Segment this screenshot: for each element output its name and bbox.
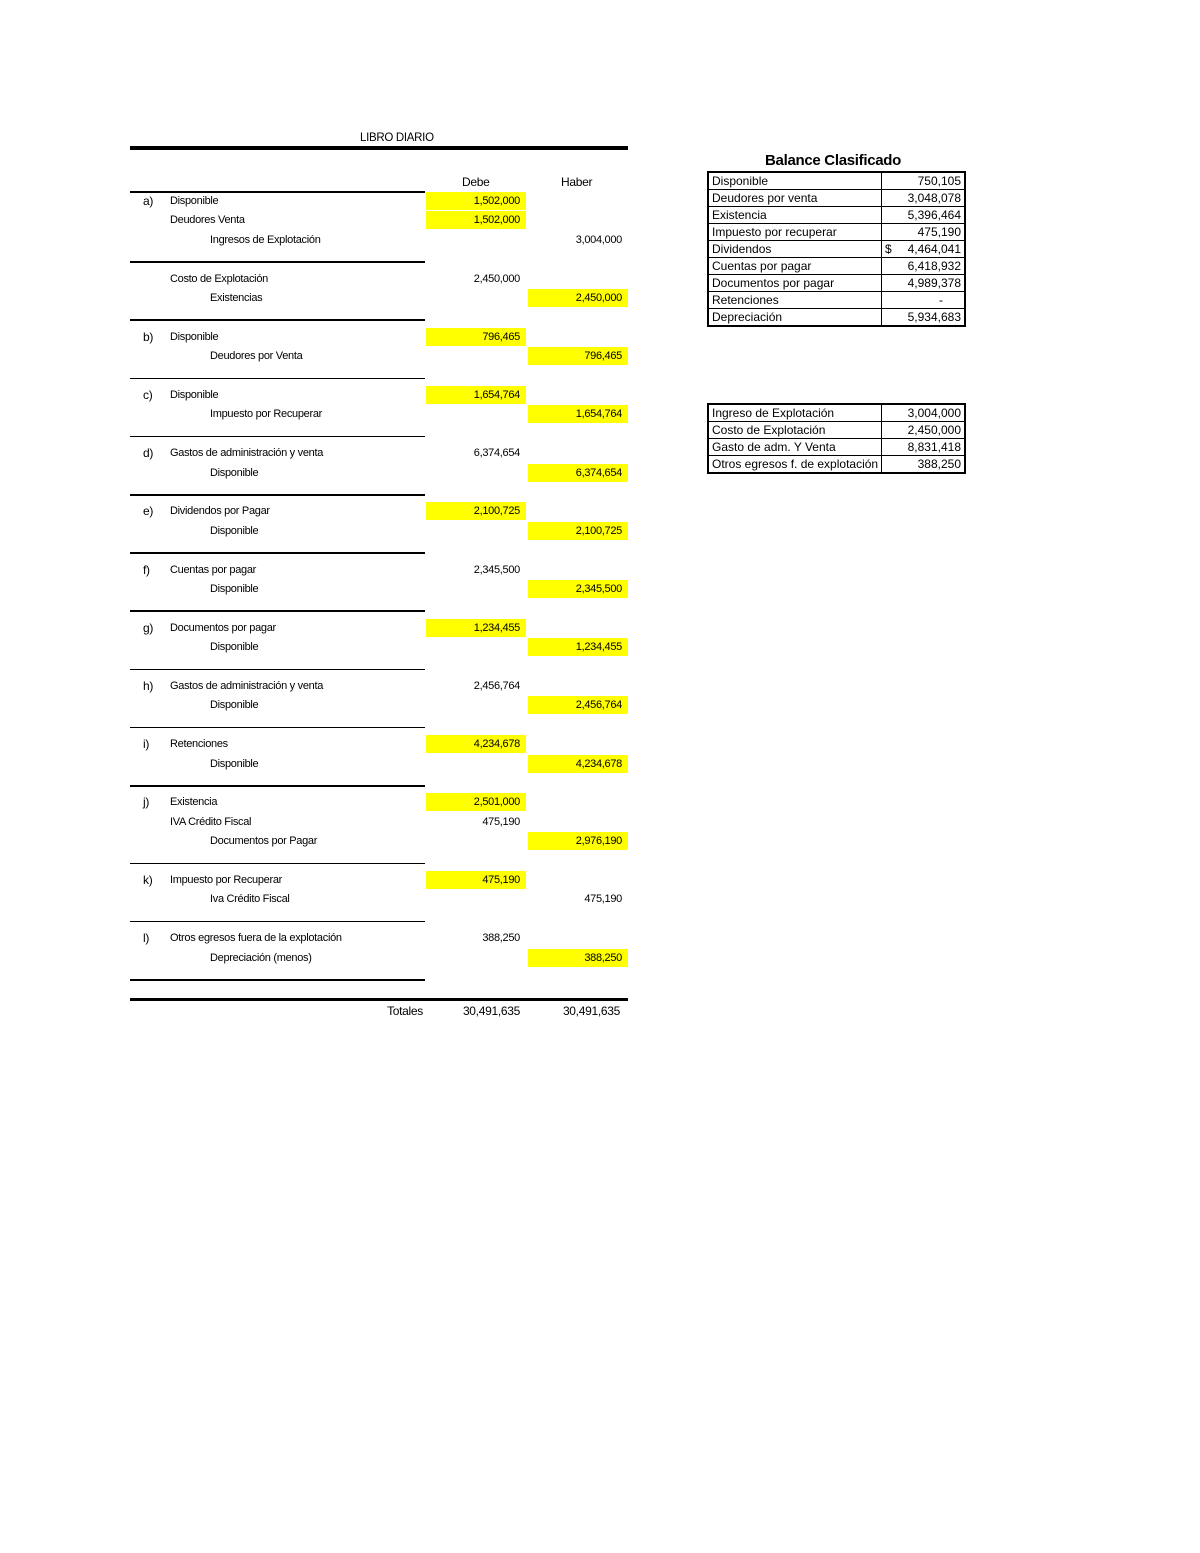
debe-amount: 2,450,000 <box>473 272 520 285</box>
account-name: IVA Crédito Fiscal <box>170 815 252 828</box>
balance-value-cell <box>882 190 966 207</box>
haber-amount: 2,345,500 <box>575 583 622 595</box>
account-name: Costo de Explotación <box>170 272 268 285</box>
balance-row <box>708 207 965 224</box>
entry-separator <box>130 669 425 671</box>
account-name: Disponible <box>210 757 259 770</box>
balance-label: Retenciones <box>708 292 882 309</box>
entry-letter: g) <box>143 620 154 635</box>
account-name: Gastos de administración y venta <box>170 447 324 460</box>
entry-separator <box>130 552 425 554</box>
entry-letter: j) <box>143 795 150 810</box>
account-name: Disponible <box>210 583 259 595</box>
balance-label: Existencia <box>708 207 882 224</box>
balance-value: 5,934,683 <box>907 310 961 324</box>
account-name: Retenciones <box>170 738 228 751</box>
balance-row <box>708 292 965 309</box>
currency-symbol: $ <box>885 242 892 256</box>
balance-value-cell <box>882 275 966 292</box>
balance-value-cell <box>882 258 966 275</box>
entry-separator <box>130 863 425 865</box>
debe-header: Debe <box>462 175 490 189</box>
header-rule <box>130 191 425 193</box>
account-name: Otros egresos fuera de la explotación <box>170 932 342 945</box>
entry-letter: d) <box>143 446 154 461</box>
debe-amount: 2,501,000 <box>473 796 520 809</box>
results-label: Costo de Explotación <box>708 422 882 439</box>
results-row <box>708 456 965 474</box>
balance-title: Balance Clasificado <box>765 152 902 169</box>
balance-row <box>708 224 965 241</box>
entry-letter: e) <box>143 504 154 519</box>
results-row <box>708 404 965 422</box>
results-label: Gasto de adm. Y Venta <box>708 439 882 456</box>
entry-letter: f) <box>143 562 150 577</box>
entry-separator <box>130 261 425 263</box>
haber-amount: 1,234,455 <box>575 641 622 654</box>
balance-value-cell <box>882 224 966 241</box>
haber-amount: 4,234,678 <box>575 757 622 770</box>
results-label: Otros egresos f. de explotación <box>708 456 882 474</box>
account-name: Deudores Venta <box>170 214 245 227</box>
entry-letter: i) <box>143 737 150 752</box>
entry-letter: b) <box>143 329 154 344</box>
balance-value: 475,190 <box>917 225 961 239</box>
debe-amount: 6,374,654 <box>473 447 520 460</box>
debe-amount: 2,345,500 <box>473 563 520 576</box>
balance-row <box>708 258 965 275</box>
debe-amount: 475,190 <box>482 815 520 828</box>
totals-rule <box>130 998 628 1001</box>
haber-header: Haber <box>561 175 593 189</box>
results-row <box>708 422 965 439</box>
balance-label: Cuentas por pagar <box>708 258 882 275</box>
account-name: Existencias <box>210 292 263 304</box>
entry-separator <box>130 378 425 380</box>
results-value: 388,250 <box>882 456 966 474</box>
balance-row <box>708 275 965 292</box>
balance-value: - <box>939 293 943 307</box>
account-name: Disponible <box>170 330 219 343</box>
account-name: Impuesto por Recuperar <box>170 874 283 886</box>
journal-title: LIBRO DIARIO <box>360 132 434 144</box>
debe-amount: 4,234,678 <box>473 738 520 751</box>
haber-amount: 6,374,654 <box>575 466 622 479</box>
account-name: Disponible <box>210 699 259 712</box>
balance-label: Documentos por pagar <box>708 275 882 292</box>
entry-letter: c) <box>143 388 153 402</box>
entry-separator <box>130 979 425 981</box>
haber-amount: 2,976,190 <box>575 835 622 848</box>
balance-value-cell <box>882 172 966 190</box>
debe-amount: 796,465 <box>482 330 520 343</box>
balance-value-cell <box>882 309 966 327</box>
results-row <box>708 439 965 456</box>
results-value: 8,831,418 <box>882 439 966 456</box>
debe-amount: 388,250 <box>482 932 520 945</box>
balance-value-cell <box>882 241 966 258</box>
results-table <box>707 403 966 474</box>
balance-label: Deudores por venta <box>708 190 882 207</box>
debe-amount: 1,654,764 <box>473 389 520 401</box>
results-value: 2,450,000 <box>882 422 966 439</box>
haber-amount: 3,004,000 <box>575 233 622 246</box>
entry-letter: a) <box>143 194 154 208</box>
debe-amount: 1,502,000 <box>473 195 520 207</box>
balance-value: 4,989,378 <box>907 276 961 290</box>
haber-amount: 2,100,725 <box>575 524 622 537</box>
results-value: 3,004,000 <box>882 404 966 422</box>
balance-value: 6,418,932 <box>907 259 961 273</box>
account-name: Disponible <box>210 466 259 479</box>
entry-separator <box>130 436 425 438</box>
balance-value-cell <box>882 292 966 309</box>
balance-value: 4,464,041 <box>907 242 961 256</box>
debe-amount: 2,456,764 <box>473 680 520 692</box>
balance-value-cell <box>882 207 966 224</box>
account-name: Ingresos de Explotación <box>210 233 321 246</box>
account-name: Disponible <box>170 389 219 401</box>
entry-separator <box>130 727 425 729</box>
account-name: Disponible <box>210 641 259 654</box>
balance-row <box>708 309 965 327</box>
account-name: Cuentas por pagar <box>170 563 257 576</box>
balance-label: Depreciación <box>708 309 882 327</box>
account-name: Impuesto por Recuperar <box>210 408 323 421</box>
balance-row <box>708 172 965 190</box>
totals-label: Totales <box>387 1004 423 1018</box>
entry-letter: l) <box>143 931 150 946</box>
balance-row <box>708 190 965 207</box>
account-name: Disponible <box>170 195 219 207</box>
balance-value: 750,105 <box>917 174 961 188</box>
account-name: Iva Crédito Fiscal <box>210 893 290 906</box>
entry-letter: h) <box>143 679 154 693</box>
balance-label: Disponible <box>708 172 882 190</box>
results-label: Ingreso de Explotación <box>708 404 882 422</box>
haber-amount: 796,465 <box>584 350 622 363</box>
entry-separator <box>130 921 425 923</box>
debe-amount: 1,502,000 <box>473 214 520 227</box>
balance-value: 5,396,464 <box>907 208 961 222</box>
journal-top-rule <box>130 146 628 150</box>
balance-table <box>707 171 966 327</box>
account-name: Gastos de administración y venta <box>170 680 324 692</box>
balance-label: Dividendos <box>708 241 882 258</box>
balance-row <box>708 241 965 258</box>
entry-separator <box>130 785 425 787</box>
haber-amount: 2,456,764 <box>575 699 622 712</box>
haber-amount: 388,250 <box>584 951 622 964</box>
account-name: Existencia <box>170 796 218 809</box>
debe-amount: 475,190 <box>482 874 520 886</box>
haber-amount: 1,654,764 <box>575 408 622 421</box>
haber-amount: 475,190 <box>584 893 622 906</box>
account-name: Disponible <box>210 524 259 537</box>
entry-separator <box>130 610 425 612</box>
account-name: Documentos por pagar <box>170 621 276 634</box>
account-name: Documentos por Pagar <box>210 835 318 848</box>
account-name: Dividendos por Pagar <box>170 505 270 518</box>
haber-amount: 2,450,000 <box>575 292 622 304</box>
entry-separator <box>130 494 425 496</box>
account-name: Depreciación (menos) <box>210 951 312 964</box>
entry-letter: k) <box>143 873 153 887</box>
balance-label: Impuesto por recuperar <box>708 224 882 241</box>
debe-amount: 2,100,725 <box>473 505 520 518</box>
balance-value: 3,048,078 <box>907 191 961 205</box>
debe-amount: 1,234,455 <box>473 621 520 634</box>
total-haber: 30,491,635 <box>562 1004 620 1018</box>
total-debe: 30,491,635 <box>462 1004 520 1018</box>
account-name: Deudores por Venta <box>210 350 303 363</box>
entry-separator <box>130 319 425 321</box>
